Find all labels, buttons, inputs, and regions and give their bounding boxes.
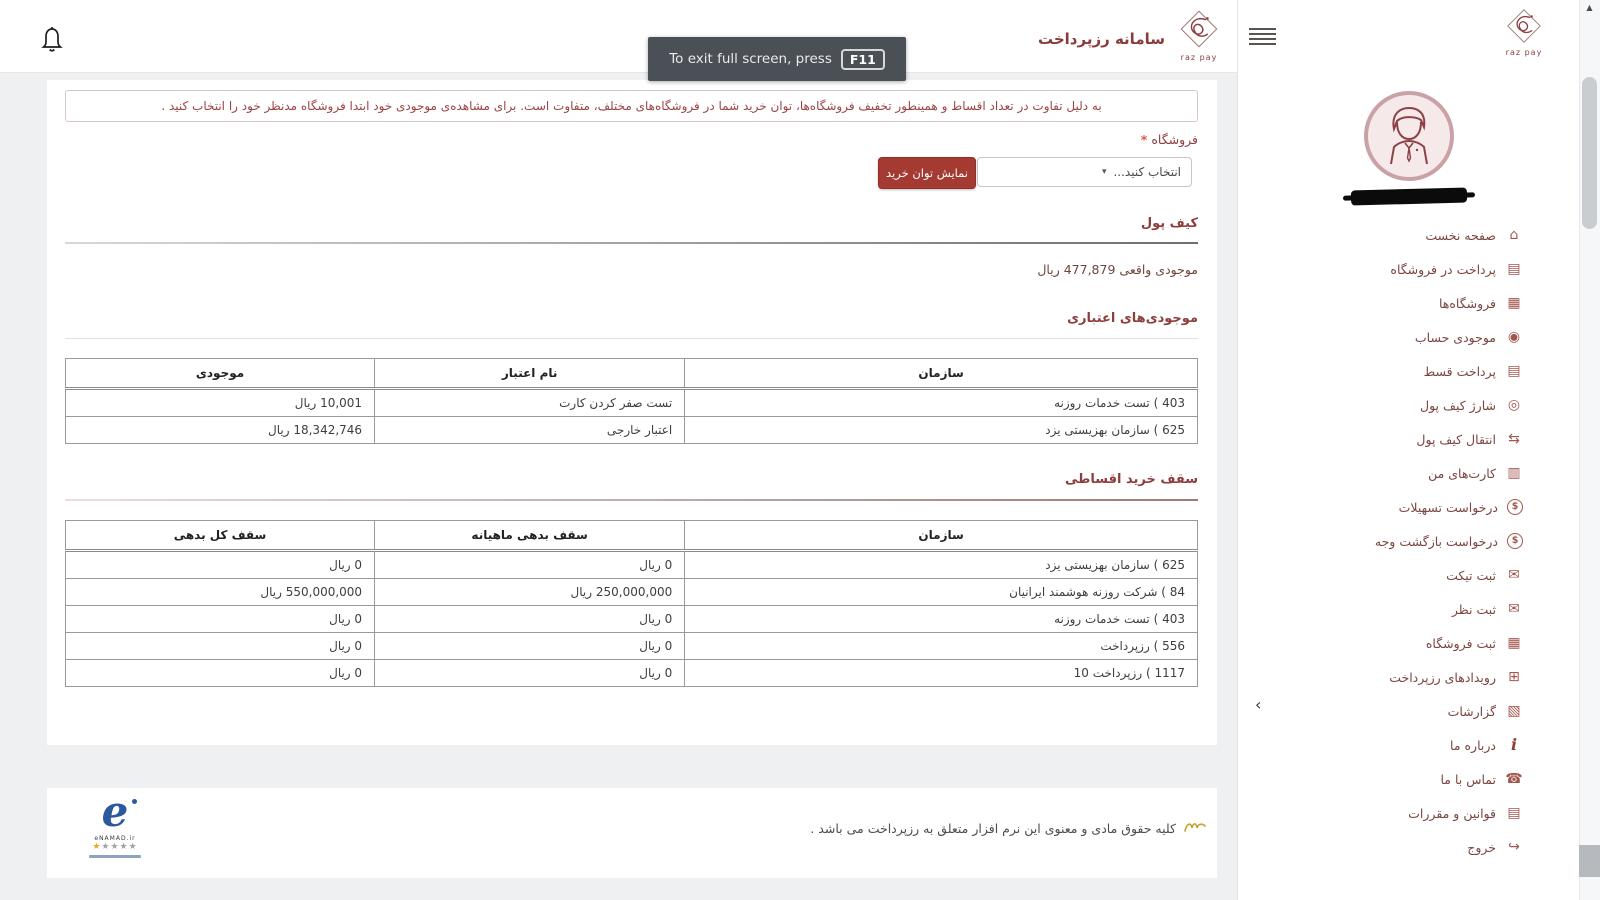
cell-total-debt: 0 ریال — [66, 633, 375, 660]
cell-total-debt: 0 ریال — [66, 606, 375, 633]
dollar-circle-icon: $ — [1507, 499, 1523, 515]
sidebar-item-stores[interactable] — [1238, 286, 1579, 320]
table-row — [66, 389, 1198, 417]
col-credit-name: نام اعتبار — [375, 359, 685, 389]
sidebar-item-logout[interactable] — [1238, 830, 1579, 864]
rules-icon: ▤ — [1507, 805, 1521, 821]
razpay-logo-icon — [1176, 6, 1222, 56]
envelope-icon: ✉ — [1508, 567, 1520, 583]
store-field-label — [1141, 132, 1198, 147]
hamburger-menu-icon[interactable] — [1249, 28, 1276, 45]
enamad-subtext-bar — [89, 855, 141, 858]
copyright-text: کلیه حقوق مادی و معنوی این نرم افزار متعلق به رزپرداخت می باشد . — [810, 821, 1176, 836]
reports-expand-chevron-icon[interactable]: ‹ — [1255, 695, 1262, 714]
scrollbar-up-arrow[interactable]: ▲ — [1586, 3, 1593, 12]
credit-divider — [65, 338, 1198, 339]
cell-credit-name: تست صفر کردن کارت — [375, 389, 685, 417]
col-monthly-debt-ceiling: سقف بدهی ماهیانه — [375, 521, 685, 551]
dollar-circle-icon: $ — [1507, 533, 1523, 549]
cell-monthly-debt: 0 ریال — [375, 551, 685, 579]
sidebar-item-razpay-events[interactable] — [1238, 660, 1579, 694]
cell-organization: 625 ) سازمان بهزیستی یزد — [685, 551, 1198, 579]
cell-organization: 403 ) تست خدمات روزنه — [685, 389, 1198, 417]
sidebar-item-label: گزارشات — [1447, 703, 1496, 719]
fullscreen-toast-text: To exit full screen, press — [669, 51, 832, 67]
receipt-icon: ▤ — [1507, 261, 1521, 277]
star-empty-icon: ★★★★ — [101, 842, 138, 852]
sidebar-item-label: ثبت فروشگاه — [1425, 635, 1496, 651]
table-row — [66, 579, 1198, 606]
sidebar-item-about-us[interactable] — [1238, 728, 1579, 762]
sidebar-item-label: کارت‌های من — [1428, 465, 1496, 481]
footer-card — [47, 788, 1217, 878]
sidebar-item-pay-in-store[interactable] — [1238, 252, 1579, 286]
cell-organization: 1117 ) رزپرداخت 10 — [685, 660, 1198, 687]
wallet-heading: کیف پول — [1140, 216, 1198, 231]
envelope-icon: ✉ — [1508, 601, 1520, 617]
info-icon: i — [1510, 735, 1518, 754]
sidebar-item-label: قوانین و مقررات — [1408, 805, 1496, 821]
sidebar-item-label: درخواست بازگشت وجه — [1374, 533, 1498, 549]
cell-organization: 625 ) سازمان بهزیستی یزد — [685, 417, 1198, 444]
calendar-icon: ⊞ — [1508, 669, 1520, 685]
installment-ceiling-table — [65, 520, 1198, 687]
sidebar-item-label: درخواست تسهیلات — [1398, 499, 1498, 515]
sidebar-item-label: پرداخت در فروشگاه — [1390, 261, 1496, 277]
storefront-icon: ▦ — [1507, 295, 1521, 311]
col-organization: سازمان — [685, 359, 1198, 389]
table-header-row — [66, 521, 1198, 551]
cards-icon: ▥ — [1507, 465, 1521, 481]
chevron-down-icon: ▾ — [1101, 167, 1107, 177]
fullscreen-toast — [648, 37, 906, 81]
sidebar-item-my-cards[interactable] — [1238, 456, 1579, 490]
sidebar-item-transfer-wallet[interactable] — [1238, 422, 1579, 456]
scrollbar-thumb[interactable] — [1582, 77, 1597, 229]
phone-icon: ☎ — [1505, 771, 1523, 787]
sidebar — [1237, 0, 1579, 900]
avatar — [1363, 90, 1455, 182]
sidebar-item-reports[interactable] — [1238, 694, 1579, 728]
credit-balances-table — [65, 358, 1198, 444]
copyright-line — [810, 820, 1207, 837]
col-organization: سازمان — [685, 521, 1198, 551]
cell-organization: 84 ) شرکت روزنه هوشمند ایرانیان — [685, 579, 1198, 606]
cell-balance: 18,342,746 ریال — [66, 417, 375, 444]
app-title: سامانه رزپرداخت — [1037, 30, 1165, 48]
cell-monthly-debt: 0 ریال — [375, 633, 685, 660]
sidebar-item-submit-ticket[interactable] — [1238, 558, 1579, 592]
receipt-icon: ▤ — [1507, 363, 1521, 379]
sidebar-item-label: خروج — [1467, 839, 1496, 855]
sidebar-item-request-facility[interactable] — [1238, 490, 1579, 524]
cell-total-debt: 0 ریال — [66, 551, 375, 579]
cell-credit-name: اعتبار خارجی — [375, 417, 685, 444]
storefront-icon: ▦ — [1507, 635, 1521, 651]
header-brand — [1038, 6, 1225, 62]
sidebar-item-label: موجودی حساب — [1414, 329, 1496, 345]
sidebar-item-terms[interactable] — [1238, 796, 1579, 830]
table-row — [66, 606, 1198, 633]
sidebar-item-label: شارژ کیف پول — [1420, 397, 1496, 413]
enamad-star-rating — [73, 842, 157, 853]
cell-monthly-debt: 0 ریال — [375, 606, 685, 633]
star-filled-icon: ★ — [92, 842, 102, 852]
show-purchase-power-button[interactable]: نمایش توان خرید — [878, 157, 976, 189]
enamad-trust-seal[interactable] — [73, 787, 157, 858]
enamad-logo-icon: e — [102, 790, 129, 834]
table-row — [66, 551, 1198, 579]
report-icon: ▧ — [1507, 703, 1521, 719]
sidebar-item-label: تماس با ما — [1440, 771, 1496, 787]
sidebar-item-label: فروشگاه‌ها — [1438, 295, 1496, 311]
razpay-logo-text: raz pay — [1505, 48, 1543, 57]
sidebar-item-pay-installment[interactable] — [1238, 354, 1579, 388]
sidebar-item-label: ثبت تیکت — [1446, 567, 1496, 583]
store-select[interactable] — [977, 157, 1192, 187]
table-row — [66, 660, 1198, 687]
sidebar-item-label: رویدادهای رزپرداخت — [1389, 669, 1496, 685]
cell-monthly-debt: 250,000,000 ریال — [375, 579, 685, 606]
razpay-logo-text: raz pay — [1180, 53, 1218, 62]
real-balance-line: موجودی واقعی 477,879 ریال — [1037, 262, 1198, 277]
logout-icon: ↪ — [1508, 839, 1520, 855]
sidebar-item-charge-wallet[interactable] — [1238, 388, 1579, 422]
bell-icon — [40, 40, 64, 59]
top-header — [0, 0, 1237, 73]
sidebar-item-account-balance[interactable] — [1238, 320, 1579, 354]
sidebar-menu — [1238, 218, 1579, 864]
cell-organization: 403 ) تست خدمات روزنه — [685, 606, 1198, 633]
cell-total-debt: 550,000,000 ریال — [66, 579, 375, 606]
col-total-debt-ceiling: سقف کل بدهی — [66, 521, 375, 551]
table-row — [66, 633, 1198, 660]
cell-balance: 10,001 ریال — [66, 389, 375, 417]
content-card — [47, 80, 1217, 745]
col-balance: موجودی — [66, 359, 375, 389]
sidebar-razpay-logo — [1497, 5, 1551, 57]
wallet-divider — [65, 242, 1198, 244]
scrollbar-down-button[interactable] — [1579, 845, 1600, 877]
sidebar-item-label: درباره ما — [1450, 737, 1496, 753]
cell-monthly-debt: 0 ریال — [375, 660, 685, 687]
sidebar-item-label: پرداخت قسط — [1423, 363, 1496, 379]
sidebar-item-register-store[interactable] — [1238, 626, 1579, 660]
store-label-text: فروشگاه — [1151, 132, 1198, 147]
razpay-gold-icon — [1183, 820, 1207, 837]
cell-total-debt: 0 ریال — [66, 660, 375, 687]
installment-ceiling-heading: سقف خرید اقساطی — [1065, 472, 1198, 487]
sidebar-item-label: ثبت نظر — [1451, 601, 1496, 617]
sidebar-item-contact-us[interactable] — [1238, 762, 1579, 796]
f11-key-badge: F11 — [841, 49, 885, 70]
sidebar-item-label: انتقال کیف پول — [1416, 431, 1496, 447]
sidebar-item-home[interactable] — [1238, 218, 1579, 252]
cell-organization: 556 ) رزپرداخت — [685, 633, 1198, 660]
store-select-value: انتخاب کنید... — [1113, 165, 1181, 179]
sidebar-item-submit-feedback[interactable] — [1238, 592, 1579, 626]
wallet-transfer-icon: ⇆ — [1508, 431, 1520, 447]
razpay-logo — [1173, 6, 1225, 62]
notifications-bell-button[interactable] — [40, 25, 64, 55]
required-asterisk: * — [1140, 132, 1148, 147]
coins-icon: ◎ — [1507, 397, 1521, 413]
store-selection-notice: به دلیل تفاوت در تعداد اقساط و همینطور تخفیف فروشگاه‌ها، توان خرید شما در فروشگاه‌های مختلف، متفاوت است. برای مشاهده‌ی موجودی خود ابتدا فروشگاه مدنظر خود را انتخاب کنید . — [65, 90, 1198, 122]
table-row — [66, 417, 1198, 444]
coins-icon: ◉ — [1507, 329, 1521, 345]
table-header-row — [66, 359, 1198, 389]
sidebar-item-label: صفحه نخست — [1425, 227, 1496, 243]
credit-balances-heading: موجودی‌های اعتباری — [1067, 311, 1198, 326]
redacted-username — [1350, 187, 1466, 205]
home-icon: ⌂ — [1509, 227, 1519, 243]
razpay-logo-icon — [1503, 5, 1545, 51]
installment-divider — [65, 499, 1198, 501]
sidebar-item-request-refund[interactable] — [1238, 524, 1579, 558]
enamad-caption: eNAMAD.ir — [94, 835, 136, 842]
